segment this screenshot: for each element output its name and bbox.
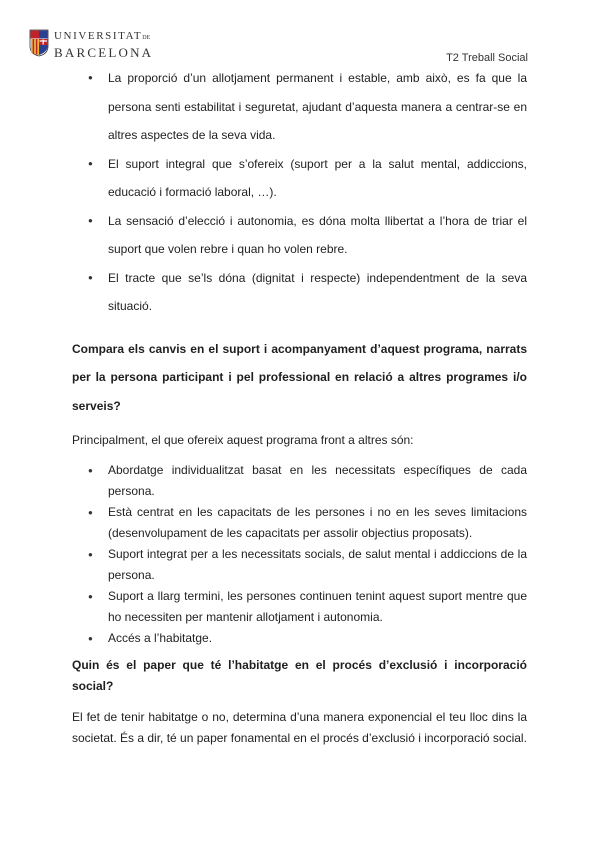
list-item: ● La sensació d’elecció i autonomia, es dóna molta llibertat a l’hora de triar el suport que volen rebre i quan ho volen rebre. (72, 207, 527, 264)
page-content (72, 64, 527, 749)
list-item: ● El tracte que se’ls dóna (dignitat i respecte) independentment de la seva situació. (72, 264, 527, 321)
shield-icon (29, 29, 49, 57)
list-item: ● Suport integrat per a les necessitats socials, de salut mental i addiccions de la persona. (72, 544, 527, 586)
bullet-list-top (72, 64, 527, 321)
logo-wordmark: UNIVERSITATDE BARCELONA (54, 30, 154, 60)
list-item: ● Accés a l’habitatge. (72, 628, 527, 649)
list-item: ● Suport a llarg termini, les persones continuen tenint aquest suport mentre que ho necessiten per mantenir allotjament i autonomia. (72, 586, 527, 628)
university-logo (29, 29, 154, 61)
list-item: ● Abordatge individualitzat basat en les necessitats específiques de cada persona. (72, 460, 527, 502)
question-heading: Compara els canvis en el suport i acompanyament d’aquest programa, narrats per la persona participant i pel professional en relació a altres programes i/o serveis? (72, 341, 527, 413)
list-item: ● El suport integral que s’ofereix (suport per a la salut mental, addiccions, educació i formació laboral, …). (72, 150, 527, 207)
question-heading: Quin és el paper que té l’habitatge en el procés d’exclusió i incorporació social? (72, 658, 527, 693)
answer-paragraph: El fet de tenir habitatge o no, determina d’una manera exponencial el teu lloc dins la societat. És a dir, té un paper fonamental en el procés d’exclusió i incorporació social. (72, 710, 527, 745)
list-item: ● La proporció d’un allotjament permanent i estable, amb això, es fa que la persona senti estabilitat i seguretat, ajudant d’aquesta manera a centrar-se en altres aspectes de la seva vida. (72, 64, 527, 150)
list-item: ● Està centrat en les capacitats de les persones i no en les seves limitacions (desenvolupament de les capacitats per assolir objectius proposats). (72, 502, 527, 544)
bullet-list-answer (72, 460, 527, 649)
answer-intro: Principalment, el que ofereix aquest programa front a altres són: (72, 433, 414, 447)
document-title: T2 Treball Social (446, 52, 528, 64)
